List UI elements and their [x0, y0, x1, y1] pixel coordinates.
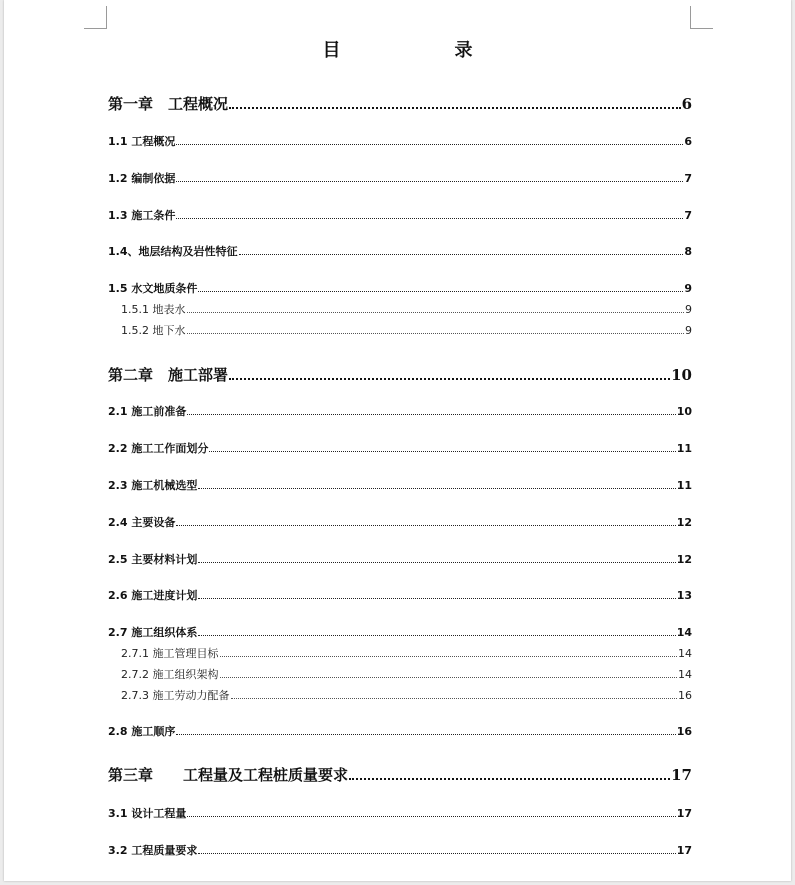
toc-leader — [176, 144, 683, 145]
toc-entry-2-4[interactable] — [108, 514, 692, 530]
toc-entry-label: 第三章 工程量及工程桩质量要求 — [108, 766, 349, 784]
document-page — [4, 0, 791, 881]
toc-entry-label: 第二章 施工部署 — [108, 366, 229, 384]
toc-entry-2-2[interactable] — [108, 440, 692, 456]
toc-entry-label: 3.1 设计工程量 — [108, 807, 187, 820]
toc-entry-chapter-3[interactable] — [108, 764, 692, 785]
toc-leader — [176, 734, 675, 735]
toc-entry-1-2[interactable] — [108, 170, 692, 186]
toc-entry-label: 1.4、地层结构及岩性特征 — [108, 245, 238, 258]
toc-leader — [198, 562, 675, 563]
toc-entry-label: 2.6 施工进度计划 — [108, 589, 198, 602]
toc-page-number: 17 — [676, 844, 692, 857]
toc-leader — [187, 414, 675, 415]
toc-page-number: 9 — [684, 282, 692, 295]
toc-page-number: 14 — [676, 626, 692, 639]
toc-entry-label: 2.2 施工工作面划分 — [108, 442, 209, 455]
page-corner-mark-left — [84, 6, 107, 29]
toc-page-number: 13 — [676, 589, 692, 602]
toc-entry-label: 2.4 主要设备 — [108, 516, 176, 529]
toc-entry-2-5[interactable] — [108, 551, 692, 567]
toc-leader — [176, 181, 683, 182]
toc-page-number: 17 — [676, 807, 692, 820]
toc-leader — [187, 333, 685, 334]
toc-entry-1-4[interactable] — [108, 243, 692, 259]
toc-entry-label: 1.3 施工条件 — [108, 209, 176, 222]
toc-entry-3-1[interactable] — [108, 805, 692, 821]
toc-entry-label: 2.7.2 施工组织架构 — [121, 668, 219, 681]
toc-entry-1-5-2[interactable] — [121, 322, 692, 338]
toc-page-number: 12 — [676, 553, 692, 566]
toc-leader — [198, 488, 675, 489]
page-corner-mark-right — [690, 6, 713, 29]
toc-entry-chapter-2[interactable] — [108, 364, 692, 385]
toc-entry-label: 1.5 水文地质条件 — [108, 282, 198, 295]
toc-entry-label: 2.7.3 施工劳动力配备 — [121, 689, 230, 702]
toc-leader — [187, 312, 685, 313]
toc-page-number: 10 — [671, 366, 692, 384]
toc-entry-label: 第一章 工程概况 — [108, 95, 229, 113]
toc-entry-1-5[interactable] — [108, 280, 692, 296]
toc-leader — [220, 656, 678, 657]
toc-page-number: 6 — [684, 135, 692, 148]
toc-leader — [176, 525, 675, 526]
toc-page-number: 16 — [676, 725, 692, 738]
toc-leader — [187, 816, 675, 817]
toc-entry-label: 3.2 工程质量要求 — [108, 844, 198, 857]
toc-entry-2-3[interactable] — [108, 477, 692, 493]
toc-entry-label: 1.1 工程概况 — [108, 135, 176, 148]
toc-entry-2-8[interactable] — [108, 723, 692, 739]
toc-page-number: 10 — [676, 405, 692, 418]
toc-leader — [209, 451, 675, 452]
toc-entry-label: 2.5 主要材料计划 — [108, 553, 198, 566]
toc-entry-3-2[interactable] — [108, 842, 692, 858]
toc-leader — [349, 778, 670, 780]
toc-entry-label: 2.7.1 施工管理目标 — [121, 647, 219, 660]
toc-entry-label: 1.2 编制依据 — [108, 172, 176, 185]
toc-leader — [198, 598, 675, 599]
toc-entry-label: 2.3 施工机械选型 — [108, 479, 198, 492]
toc-page-number: 14 — [678, 668, 692, 681]
toc-entry-2-7[interactable] — [108, 624, 692, 640]
toc-leader — [220, 677, 678, 678]
toc-leader — [231, 698, 678, 699]
toc-page-number: 9 — [685, 324, 692, 337]
toc-page-number: 16 — [678, 689, 692, 702]
toc-entry-2-7-3[interactable] — [121, 687, 692, 703]
toc-entry-1-3[interactable] — [108, 207, 692, 223]
toc-page-number: 8 — [684, 245, 692, 258]
toc-leader — [198, 853, 675, 854]
toc-page-number: 12 — [676, 516, 692, 529]
toc-entry-label: 1.5.2 地下水 — [121, 324, 186, 337]
toc-page-number: 9 — [685, 303, 692, 316]
toc-entry-2-7-1[interactable] — [121, 645, 692, 661]
toc-page-number: 11 — [676, 442, 692, 455]
toc-entry-chapter-1[interactable] — [108, 93, 692, 114]
toc-leader — [198, 291, 683, 292]
toc-leader — [176, 218, 683, 219]
toc-entry-label: 2.7 施工组织体系 — [108, 626, 198, 639]
toc-entry-1-1[interactable] — [108, 133, 692, 149]
toc-entry-label: 2.8 施工顺序 — [108, 725, 176, 738]
toc-page-number: 11 — [676, 479, 692, 492]
toc-page-number: 14 — [678, 647, 692, 660]
toc-leader — [239, 254, 684, 255]
toc-entry-label: 2.1 施工前准备 — [108, 405, 187, 418]
toc-leader — [229, 378, 670, 380]
toc-page-number: 7 — [684, 172, 692, 185]
toc-title: 目 录 — [322, 40, 499, 61]
toc-entry-2-7-2[interactable] — [121, 666, 692, 682]
toc-entry-1-5-1[interactable] — [121, 301, 692, 317]
toc-page-number: 6 — [681, 95, 692, 113]
toc-page-number: 17 — [671, 766, 692, 784]
toc-leader — [198, 635, 675, 636]
toc-leader — [229, 107, 681, 109]
toc-entry-2-1[interactable] — [108, 403, 692, 419]
toc-entry-2-6[interactable] — [108, 587, 692, 603]
toc-entry-label: 1.5.1 地表水 — [121, 303, 186, 316]
toc-page-number: 7 — [684, 209, 692, 222]
